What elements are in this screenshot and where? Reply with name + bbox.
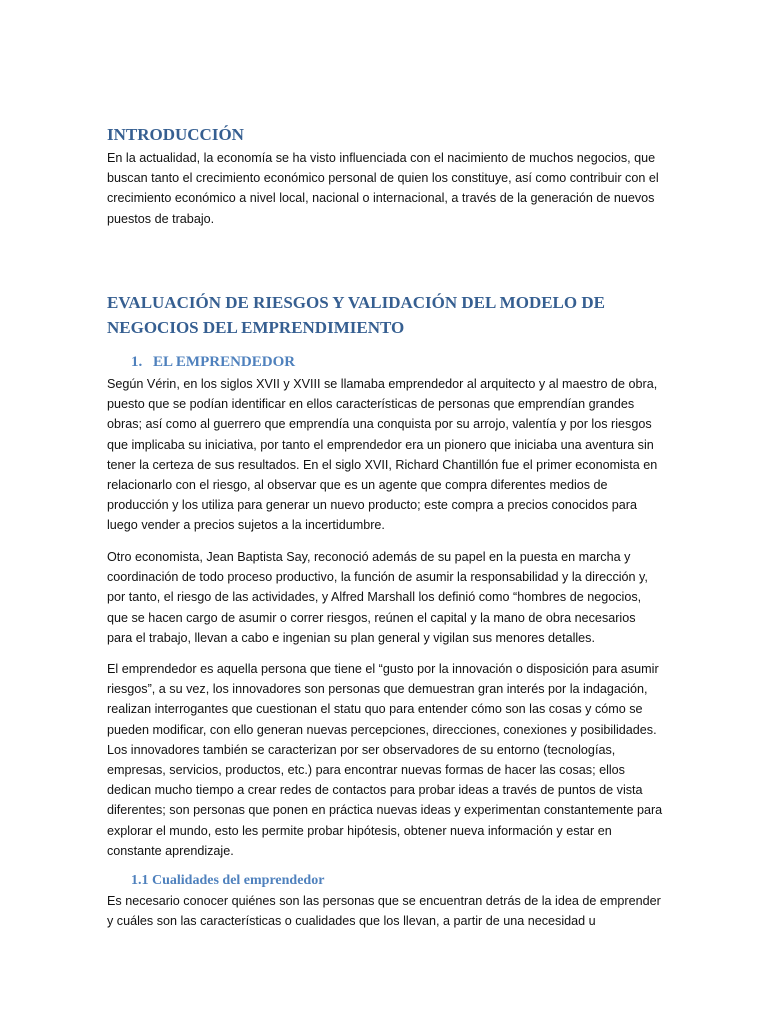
section-1-paragraph-2: Otro economista, Jean Baptista Say, reconoció además de su papel en la puesta en marcha y coordinación de todo proceso productivo, la función de asumir la responsabilidad y la dirección y, por tanto, el riesgo de las actividades, y Alfred Marshall los definió como “hombres de negocios, que se hacen cargo de asumir o correr riesgos, reúnen el capital y la mano de obra necesarios para el trabajo, llevan a cabo e ingenian su plan general y vigilan sus menores detalles. — [107, 550, 648, 645]
evaluation-heading: EVALUACIÓN DE RIESGOS Y VALIDACIÓN DEL MODELO DE NEGOCIOS DEL EMPRENDIMIENTO — [107, 293, 605, 337]
intro-paragraph: En la actualidad, la economía se ha visto influenciada con el nacimiento de muchos negocios, que buscan tanto el crecimiento económico personal de quien los constituye, así como contribuir con el crecimiento económico a nivel local, nacional o internacional, a través de la generación de nuevos puestos de trabajo. — [107, 151, 659, 226]
intro-heading: INTRODUCCIÓN — [107, 125, 244, 144]
section-1-title: EL EMPRENDEDOR — [153, 354, 296, 370]
section-1-paragraph-1: Según Vérin, en los siglos XVII y XVIII se llamaba emprendedor al arquitecto y al maestro de obra, puesto que se podían identificar en ellos características de personas que emprendían grandes obras; así como al guerrero que emprendía una conquista por su arrojo, valentía y por los riesgos que implicaba su iniciativa, por tanto el emprendedor era un pionero que iniciaba una aventura sin tener la certeza de sus resultados. En el siglo XVII, Richard Chantillón fue el primer economista en relacionarlo con el riesgo, al observar que es un agente que compra diferentes medios de producción y los utiliza para generar un nuevo producto; este compra a precios conocidos para luego vender a precios sujetos a la incertidumbre. — [107, 377, 658, 533]
section-1-number: 1. — [131, 354, 143, 370]
subsection-1-1-paragraph: Es necesario conocer quiénes son las personas que se encuentran detrás de la idea de emprender y cuáles son las características o cualidades que los llevan, a partir de una necesidad u — [107, 894, 661, 929]
subsection-1-1-title: 1.1 Cualidades del emprendedor — [131, 873, 325, 888]
section-1-paragraph-3: El emprendedor es aquella persona que tiene el “gusto por la innovación o disposición para asumir riesgos”, a su vez, los innovadores son personas que demuestran gran interés por la indagación, realizan interrogantes que cuestionan el statu quo para entender cómo son las cosas y cómo se pueden modificar, con ello generan nuevas percepciones, direcciones, conexiones y posibilidades. Los innovadores también se caracterizan por ser observadores de su entorno (tecnologías, empresas, servicios, productos, etc.) para encontrar nuevas formas de hacer las cosas; ellos dedican mucho tiempo a crear redes de contactos para probar ideas a través de puntos de vista diferentes; son personas que ponen en práctica nuevas ideas y experimentan constantemente para explorar el mundo, esto les permite probar hipótesis, obtener nueva información y estar en constante aprendizaje. — [107, 662, 663, 858]
